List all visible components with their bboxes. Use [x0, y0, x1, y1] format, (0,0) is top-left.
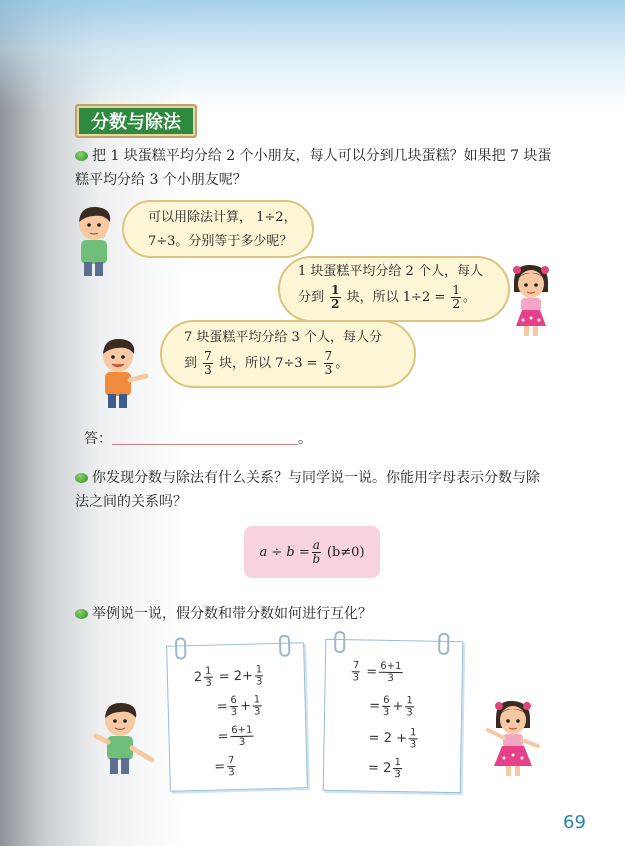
- bubble-2-mid: 块，所以 1÷2 =: [346, 290, 446, 305]
- paper-1-row-1: 2 $\frac{1}{3}$ = 2+ $\frac{1}{3}$: [193, 664, 263, 689]
- fraction-one-half-result: $\frac{1}{2}$: [452, 283, 461, 311]
- formula-box: [244, 526, 380, 578]
- paper-1-row-4: = $\frac{7}{3}$: [214, 755, 235, 779]
- question-2-line-2: 法之间的关系吗？: [75, 494, 187, 510]
- paper-2-row-1: $\frac{7}{3}$ = $\frac{6+1}{3}$: [352, 660, 402, 685]
- girl-illustration: [508, 262, 554, 340]
- paper-2-row-3: = 2 + $\frac{1}{3}$: [368, 727, 417, 751]
- bubble-3-line-1: 7 块蛋糕平均分给 3 个人，每人分: [184, 330, 382, 345]
- bullet-icon: [75, 609, 88, 619]
- section-title: 分数与除法: [75, 104, 197, 138]
- paper-2-row-4: = 2 $\frac{1}{3}$: [367, 757, 401, 781]
- question-2: [75, 466, 555, 514]
- speech-bubble-girl: 1 块蛋糕平均分给 2 个人，每人 分到 $\frac{1}{2}$ 块，所以 1÷2 = $\frac{1}{2}$ 。: [278, 256, 510, 322]
- speech-bubble-boy-2: 7 块蛋糕平均分给 3 个人，每人分 到 $\frac{7}{3}$ 块，所以 7÷3 = $\frac{7}{3}$ 。: [160, 320, 416, 388]
- formula-left: a ÷ b =: [259, 544, 310, 560]
- bubble-2-line-1: 1 块蛋糕平均分给 2 个人，每人: [298, 264, 483, 279]
- note-paper-mixed-to-improper: [166, 642, 308, 792]
- question-1: [75, 144, 555, 192]
- question-3-line-1: 举例说一说，假分数和带分数如何进行互化？: [92, 606, 372, 622]
- formula-fraction: $\frac{a}{b}$: [312, 537, 321, 566]
- bubble-3-pre: 到: [184, 356, 198, 371]
- question-1-line-2: 糕平均分给 3 个小朋友呢？: [75, 172, 247, 188]
- paper-clip-icon: [334, 631, 345, 653]
- bullet-icon: [75, 473, 88, 483]
- fraction-seven-thirds: $\frac{7}{3}$: [204, 349, 212, 377]
- bubble-1-line-1: 可以用除法计算， 1÷2，: [148, 210, 297, 225]
- question-3: [75, 602, 555, 626]
- paper-1-row-2: = $\frac{6}{3}$ + $\frac{1}{3}$: [216, 694, 261, 719]
- answer-line: 答： 。: [84, 431, 312, 447]
- note-paper-improper-to-mixed: [323, 639, 464, 793]
- paper-clip-icon: [279, 635, 291, 657]
- boy-pointing-illustration: [96, 336, 156, 410]
- question-2-line-1: 你发现分数与除法有什么关系？与同学说一说。你能用字母表示分数与除: [92, 470, 540, 486]
- paper-2-row-2: = $\frac{6}{3}$ + $\frac{1}{3}$: [369, 694, 413, 719]
- answer-label: 答：: [84, 431, 112, 447]
- bullet-icon: [75, 151, 88, 161]
- paper-clip-icon: [175, 637, 187, 659]
- fraction-seven-thirds-result: $\frac{7}{3}$: [324, 349, 333, 377]
- bubble-3-mid: 块，所以 7÷3 =: [218, 356, 318, 371]
- answer-blank[interactable]: [112, 430, 298, 445]
- paper-1-row-3: = $\frac{6+1}{3}$: [217, 724, 253, 748]
- speech-bubble-boy-1: [122, 200, 314, 258]
- page-number: 69: [563, 812, 586, 833]
- girl-explaining-illustration: [480, 698, 546, 778]
- question-1-line-1: 把 1 块蛋糕平均分给 2 个小朋友，每人可以分到几块蛋糕？如果把 7 块蛋: [92, 148, 552, 164]
- fraction-one-half: $\frac{1}{2}$: [331, 283, 340, 311]
- bubble-1-line-2: 7÷3。分别等于多少呢？: [148, 234, 293, 249]
- boy-thinking-illustration: [72, 204, 118, 278]
- bubble-2-pre: 分到: [298, 290, 325, 305]
- boy-explaining-illustration: [92, 700, 158, 776]
- paper-clip-icon: [438, 633, 449, 655]
- formula-condition: (b≠0): [326, 544, 365, 560]
